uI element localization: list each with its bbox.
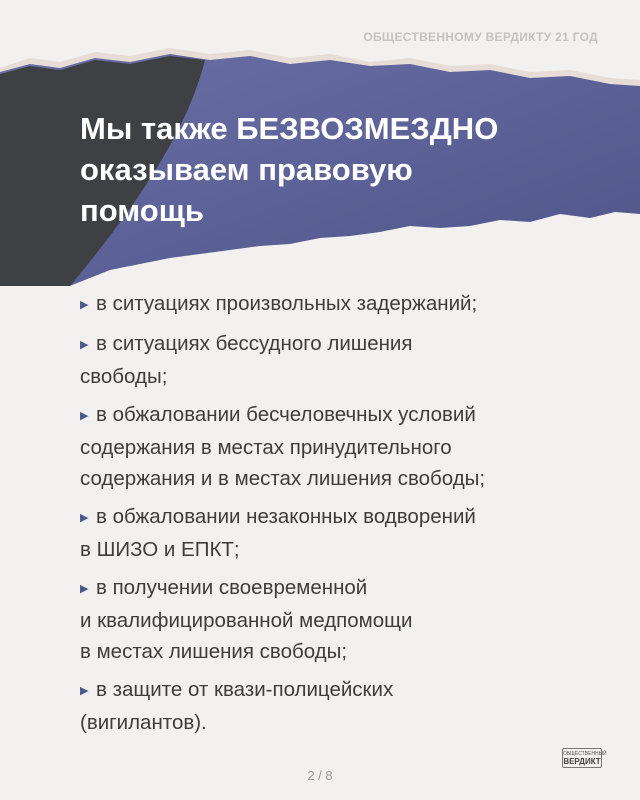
title-line-1: Мы также БЕЗВОЗМЕЗДНО bbox=[80, 111, 499, 146]
list-item-line: и квалифицированной медпомощи bbox=[80, 609, 413, 632]
triangle-right-icon: ▶ bbox=[80, 299, 89, 311]
title-line-3: помощь bbox=[80, 193, 204, 228]
verdict-logo bbox=[562, 748, 607, 768]
logo-line-1: ОБЩЕСТВЕННЫЙ bbox=[563, 751, 607, 757]
triangle-right-icon: ▶ bbox=[80, 583, 89, 595]
list-item-line: в защите от квази-полицейских bbox=[96, 678, 394, 701]
list-item-line: содержания и в местах лишения свободы; bbox=[80, 467, 486, 490]
list-item bbox=[80, 288, 590, 321]
page-title bbox=[80, 108, 580, 231]
list-item-line: в ШИЗО и ЕПКТ; bbox=[80, 538, 240, 561]
list-item bbox=[80, 674, 590, 738]
list-item-line: (вигилантов). bbox=[80, 711, 207, 734]
list-item-line: в ситуациях произвольных задержаний; bbox=[96, 292, 478, 315]
logo-line-2: ВЕРДИКТ bbox=[563, 757, 601, 766]
triangle-right-icon: ▶ bbox=[80, 512, 89, 524]
list-item-line: в обжаловании незаконных водворений bbox=[96, 505, 476, 528]
triangle-right-icon: ▶ bbox=[80, 685, 89, 697]
list-item bbox=[80, 501, 590, 565]
list-item-line: свободы; bbox=[80, 365, 168, 388]
list-item bbox=[80, 572, 590, 667]
title-line-2: оказываем правовую bbox=[80, 152, 413, 187]
assistance-list bbox=[80, 288, 590, 745]
list-item bbox=[80, 399, 590, 494]
list-item bbox=[80, 328, 590, 392]
list-item-line: в местах лишения свободы; bbox=[80, 640, 348, 663]
triangle-right-icon: ▶ bbox=[80, 410, 89, 422]
page-indicator: 2 / 8 bbox=[307, 768, 333, 783]
list-item-line: в обжаловании бесчеловечных условий bbox=[96, 403, 476, 426]
header-org-title: ОБЩЕСТВЕННОМУ ВЕРДИКТУ 21 ГОД bbox=[363, 30, 598, 44]
list-item-line: в получении своевременной bbox=[96, 576, 368, 599]
triangle-right-icon: ▶ bbox=[80, 339, 89, 351]
list-item-line: в ситуациях бессудного лишения bbox=[96, 332, 413, 355]
list-item-line: содержания в местах принудительного bbox=[80, 436, 452, 459]
